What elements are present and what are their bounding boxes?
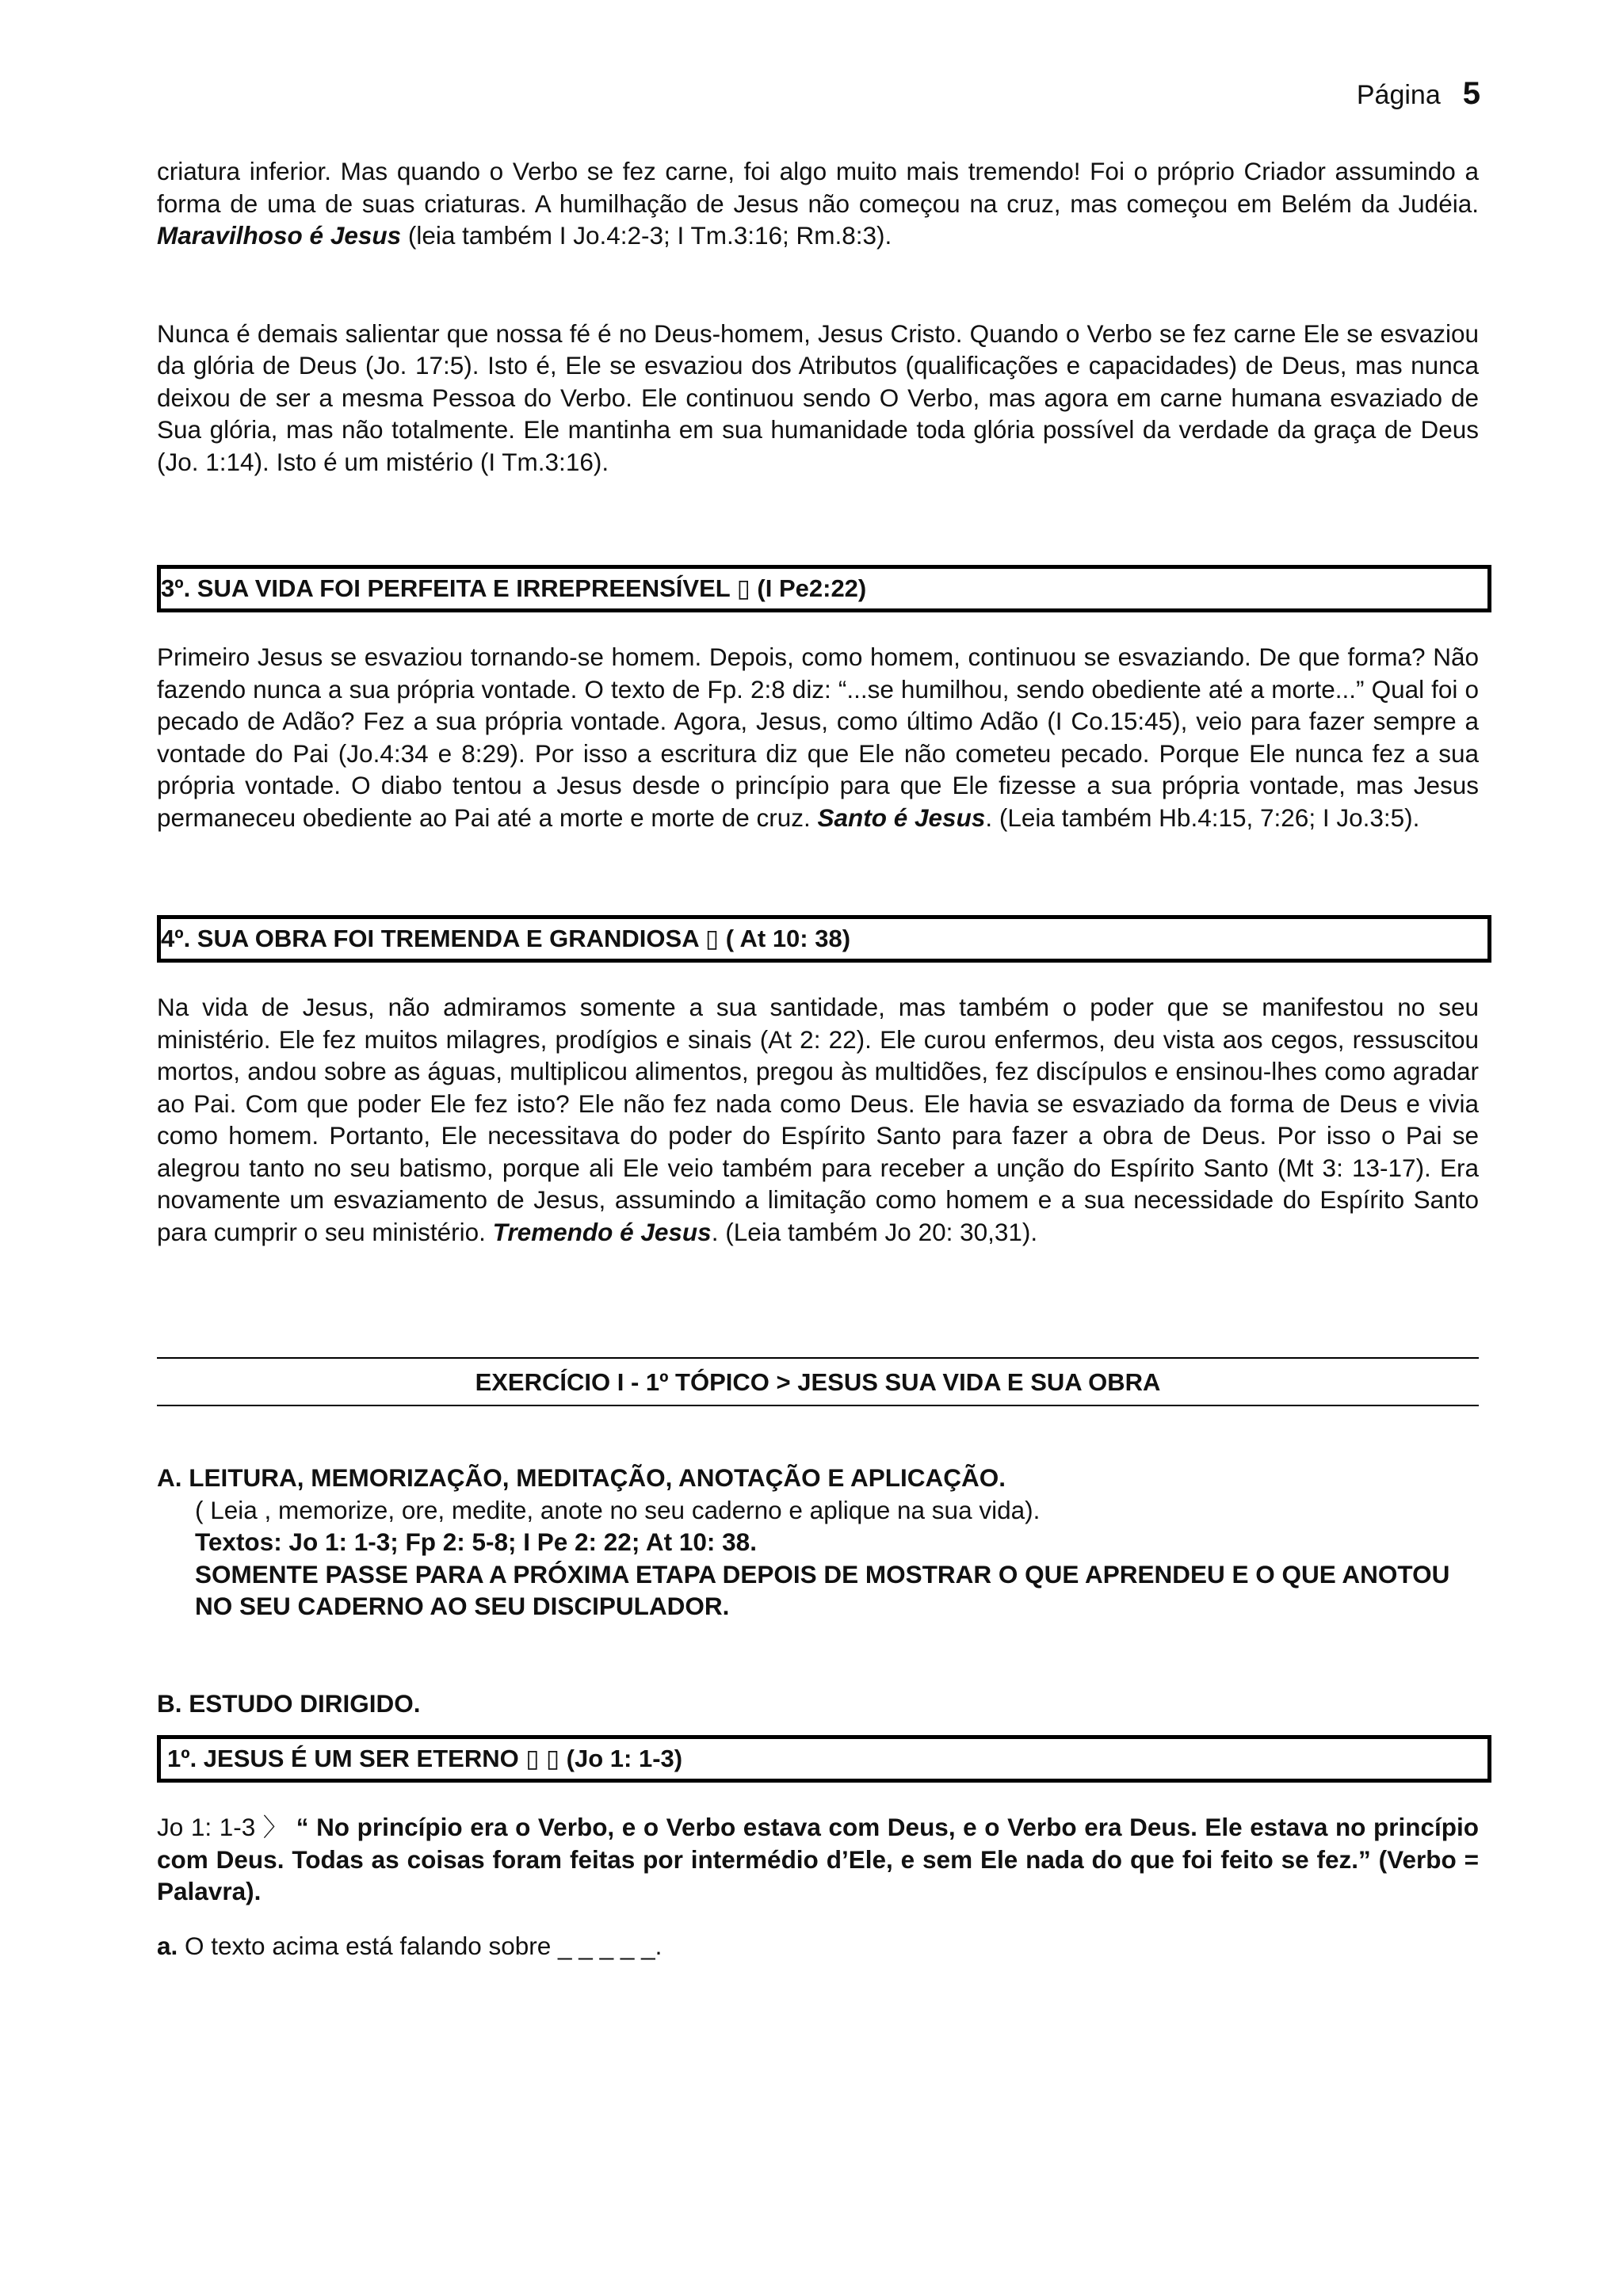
section-heading-text: 4º. SUA OBRA FOI TREMENDA E GRANDIOSA ▯ ( At 10: 38) xyxy=(161,925,851,952)
topic-heading-text: 1º. JESUS É UM SER ETERNO ▯ ▯ (Jo 1: 1-3) xyxy=(167,1745,683,1772)
section-heading-text: 3º. SUA VIDA FOI PERFEITA E IRREPREENSÍVEL ▯ (I Pe2:22) xyxy=(161,574,867,602)
question-a xyxy=(157,1930,1479,1962)
paragraph-text: criatura inferior. Mas quando o Verbo se fez carne, foi algo muito mais tremendo! Foi o próprio Criador assumindo a forma de uma de suas criaturas. A humilhação de Jesus não começou na cruz, mas começou em Belém da Judéia. xyxy=(157,157,1479,218)
part-a-texts: Textos: Jo 1: 1-3; Fp 2: 5-8; I Pe 2: 22; At 10: 38. xyxy=(195,1527,757,1556)
topic-1-heading xyxy=(157,1735,1491,1783)
scripture-quote xyxy=(157,1811,1479,1908)
part-b-title: B. ESTUDO DIRIGIDO. xyxy=(157,1688,421,1718)
emphasis-text: Maravilhoso é Jesus xyxy=(157,221,402,250)
paragraph-deus-homem: Nunca é demais salientar que nossa fé é no Deus-homem, Jesus Cristo. Quando o Verbo se fez carne Ele se esvaziou da glória de Deus (Jo. 17:5). Isto é, Ele se esvaziou dos Atributos (qualificações e capacidades) de Deus, mas nunca deixou de ser a mesma Pessoa do Verbo. Ele continuou sendo O Verbo, mas agora em carne humana esvaziado de Sua glória, mas não totalmente. Ele mantinha em sua humanidade toda glória possível da verdade da graça de Deus (Jo. 1:14). Isto é um mistério (I Tm.3:16). xyxy=(157,318,1479,476)
emphasis-text: Tremendo é Jesus xyxy=(492,1217,712,1246)
part-a-warning: SOMENTE PASSE PARA A PRÓXIMA ETAPA DEPOIS DE MOSTRAR O QUE APRENDEU E O QUE ANOTOU NO SEU CADERNO AO SEU DISCIPULADOR. xyxy=(195,1559,1450,1620)
part-a-title: A. LEITURA, MEMORIZAÇÃO, MEDITAÇÃO, ANOTAÇÃO E APLICAÇÃO. xyxy=(157,1463,1006,1492)
question-text: O texto acima está falando sobre _ _ _ _ _. xyxy=(178,1931,663,1960)
section-3-heading xyxy=(157,565,1491,612)
emphasis-text: Santo é Jesus xyxy=(817,803,986,832)
page-number: 5 xyxy=(1462,76,1480,111)
paragraph-text: Primeiro Jesus se esvaziou tornando-se homem. Depois, como homem, continuou se esvaziando. De que forma? Não fazendo nunca a sua própria vontade. O texto de Fp. 2:8 diz: “...se humilhou, sendo obediente até a morte...” Qual foi o pecado de Adão? Fez a sua própria vontade. Agora, Jesus, como último Adão (I Co.15:45), veio para fazer sempre a vontade do Pai (Jo.4:34 e 8:29). Por isso a escritura diz que Ele não cometeu pecado. Porque Ele nunca fez a sua própria vontade. O diabo tentou a Jesus desde o princípio para que Ele fizesse a sua própria vontade, mas Jesus permaneceu obediente ao Pai até a morte e morte de cruz. xyxy=(157,643,1479,832)
scripture-text: “ No princípio era o Verbo, e o Verbo estava com Deus, e o Verbo era Deus. Ele estava no princípio com Deus. Todas as coisas foram feitas por intermédio d’Ele, e sem Ele nada do que foi feito se fez.” (Verbo = Palavra). xyxy=(157,1813,1480,1905)
paragraph-text: . (Leia também Jo 20: 30,31). xyxy=(711,1217,1038,1246)
page-header xyxy=(1357,76,1480,112)
part-a-instructions: ( Leia , memorize, ore, medite, anote no seu caderno e aplique na sua vida). xyxy=(195,1495,1041,1524)
page-content xyxy=(157,155,1479,1962)
scripture-reference: Jo 1: 1-3 〉 xyxy=(157,1813,289,1841)
exercise-part-a xyxy=(157,1462,1479,1623)
exercise-bottom-rule xyxy=(157,1405,1479,1406)
section-4-heading xyxy=(157,915,1491,963)
paragraph-text: (leia também I Jo.4:2-3; I Tm.3:16; Rm.8:3). xyxy=(401,221,892,250)
paragraph-section-3 xyxy=(157,641,1479,833)
exercise-heading: EXERCÍCIO I - 1º TÓPICO > JESUS SUA VIDA E SUA OBRA xyxy=(475,1368,1161,1396)
paragraph-section-4 xyxy=(157,991,1479,1248)
paragraph-text: Na vida de Jesus, não admiramos somente a sua santidade, mas também o poder que se manifestou no seu ministério. Ele fez muitos milagres, prodígios e sinais (At 2: 22). Ele curou enfermos, deu vista aos cegos, ressuscitou mortos, andou sobre as águas, multiplicou alimentos, pregou às multidões, fez discípulos e ensinou-lhes como agradar ao Pai. Com que poder Ele fez isto? Ele não fez nada como Deus. Ele havia se esvaziado da forma de Deus e vivia como homem. Portanto, Ele necessitava do poder do Espírito Santo para fazer a obra de Deus. Por isso o Pai se alegrou tanto no seu batismo, porque ali Ele veio também para receber a unção do Espírito Santo (Mt 3: 13-17). Era novamente um esvaziamento de Jesus, assumindo a limitação como homem e a sua necessidade do Espírito Santo para cumprir o seu ministério. xyxy=(157,993,1479,1246)
page-label: Página xyxy=(1356,80,1441,110)
question-label: a. xyxy=(157,1931,178,1960)
paragraph-text: . (Leia também Hb.4:15, 7:26; I Jo.3:5). xyxy=(985,803,1420,832)
paragraph-intro xyxy=(157,155,1479,252)
